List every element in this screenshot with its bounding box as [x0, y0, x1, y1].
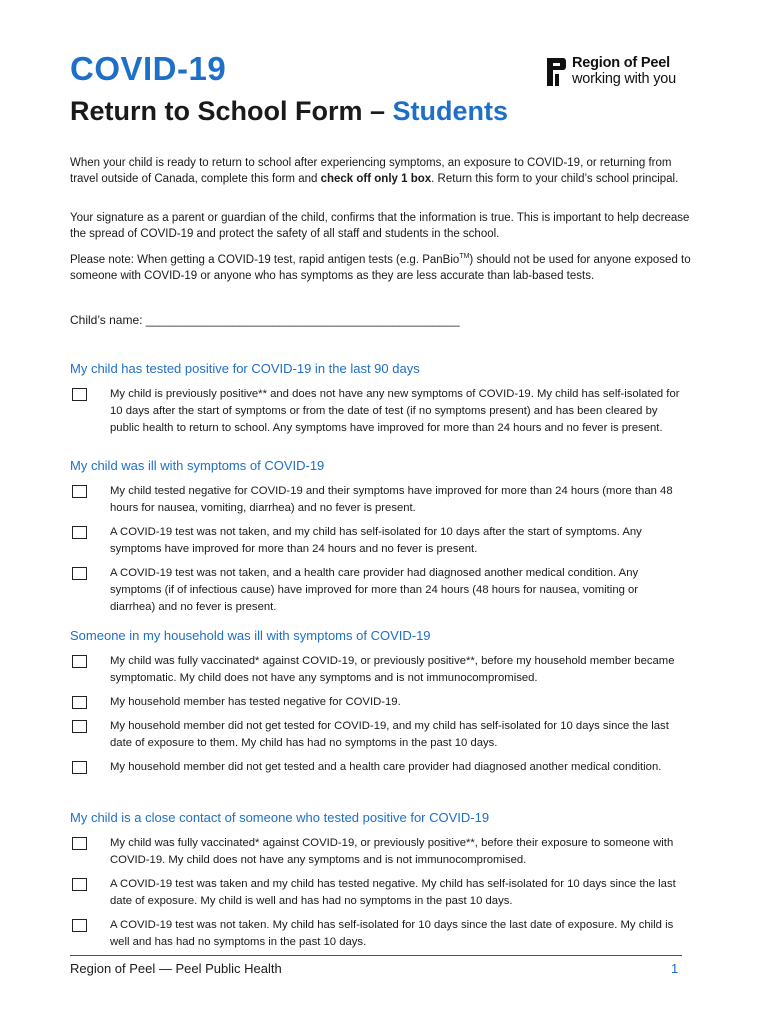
footer-divider [70, 955, 682, 956]
checkbox[interactable] [72, 485, 87, 498]
region-of-peel-logo [545, 55, 695, 89]
section-heading-tested-positive: My child has tested positive for COVID-19 in the last 90 days [70, 361, 420, 376]
option-text: My household member has tested negative for COVID-19. [110, 696, 401, 708]
checkbox[interactable] [72, 837, 87, 850]
option-text: My child was fully vaccinated* against COVID-19, or previously positive**, before their exposure to someone with COVID-19. My child does not have any symptoms and is not immunocompromised. [110, 837, 674, 866]
intro-p1-text-end: . Return this form to your child’s school principal. [431, 173, 679, 185]
child-name-label: Child’s name: [70, 313, 146, 327]
option-text: My child is previously positive** and does not have any new symptoms of COVID-19. My child has self-isolated for 10 days after the start of symptoms or from the date of test (if no symptoms present) and has been cleared by public health to return to school. Any symptoms have improved for more than 24 hours and no fever is present. [110, 388, 680, 434]
child-name-field[interactable] [70, 313, 460, 327]
title-main: Return to School Form – [70, 96, 393, 126]
checkbox[interactable] [72, 567, 87, 580]
option-text: My child was fully vaccinated* against COVID-19, or previously positive**, before my household member became symptomatic. My child does not have any symptoms and is not immunocompromised. [110, 655, 675, 684]
intro-paragraph-1 [70, 155, 700, 187]
intro-paragraph-3 [70, 249, 700, 284]
page-title [70, 96, 508, 127]
section-heading-household-ill: Someone in my household was ill with symptoms of COVID-19 [70, 628, 431, 643]
intro-p3-text: Please note: When getting a COVID-19 test, rapid antigen tests (e.g. PanBio [70, 253, 460, 266]
checkbox[interactable] [72, 526, 87, 539]
logo-text-line1: Region of Peel [572, 55, 670, 71]
intro-p1-emphasis: check off only 1 box [320, 173, 432, 185]
option-text: My child tested negative for COVID-19 and their symptoms have improved for more than 24 hours (more than 48 hours for nausea, vomiting, diarrhea) and no fever is present. [110, 485, 673, 514]
checkbox[interactable] [72, 919, 87, 932]
option-text: A COVID-19 test was not taken. My child has self-isolated for 10 days since the last date of exposure. My child is well and has had no symptoms in the past 10 days. [110, 919, 674, 948]
checkbox[interactable] [72, 720, 87, 733]
covid-heading: COVID-19 [70, 50, 227, 87]
checkbox[interactable] [72, 761, 87, 774]
checkbox[interactable] [72, 655, 87, 668]
section-heading-close-contact: My child is a close contact of someone who tested positive for COVID-19 [70, 810, 490, 825]
peel-logo-icon [545, 56, 567, 86]
trademark-sup: TM [459, 253, 470, 260]
section-heading-ill-symptoms: My child was ill with symptoms of COVID-19 [70, 458, 325, 473]
option-text: A COVID-19 test was not taken, and a health care provider had diagnosed another medical condition. Any symptoms (if of infectious cause) have improved for more than 24 hours (48 hours for nausea, vomiting or diarrhea) and no fever is present. [110, 567, 639, 613]
option-text: A COVID-19 test was taken and my child has tested negative. My child has self-isolated for 10 days since the last date of exposure. My child is well and has had no symptoms in the past 10 days. [110, 878, 676, 907]
option-text: My household member did not get tested and a health care provider had diagnosed another medical condition. [110, 761, 662, 773]
checkbox[interactable] [72, 696, 87, 709]
checkbox[interactable] [72, 878, 87, 891]
option-text: A COVID-19 test was not taken, and my child has self-isolated for 10 days after the start of symptoms. Any symptoms have improved for more than 24 hours and no fever is present. [110, 526, 642, 555]
page-number: 1 [671, 961, 679, 976]
intro-paragraph-2: Your signature as a parent or guardian of the child, confirms that the information is true. This is important to help decrease the spread of COVID-19 and protect the safety of all staff and students in the school. [70, 212, 690, 240]
intro-p1-text: When your child is ready to return to school after experiencing symptoms, an exposure to COVID-19, or returning from travel outside of Canada, complete this form and [70, 157, 672, 185]
title-accent: Students [392, 96, 509, 126]
checkbox[interactable] [72, 388, 87, 401]
child-name-blank[interactable]: _______________________________________________ [145, 313, 460, 327]
option-text: My household member did not get tested for COVID-19, and my child has self-isolated for 10 days since the last date of exposure to them. My child has had no symptoms in the past 10 days. [110, 720, 669, 749]
logo-text-line2: working with you [572, 71, 676, 87]
footer-organization: Region of Peel — Peel Public Health [70, 961, 282, 976]
intro-p3-text-end: ) should not be used for anyone exposed to someone with COVID-19 or anyone who has symptoms as they are less accurate than lab-based tests. [70, 253, 691, 282]
